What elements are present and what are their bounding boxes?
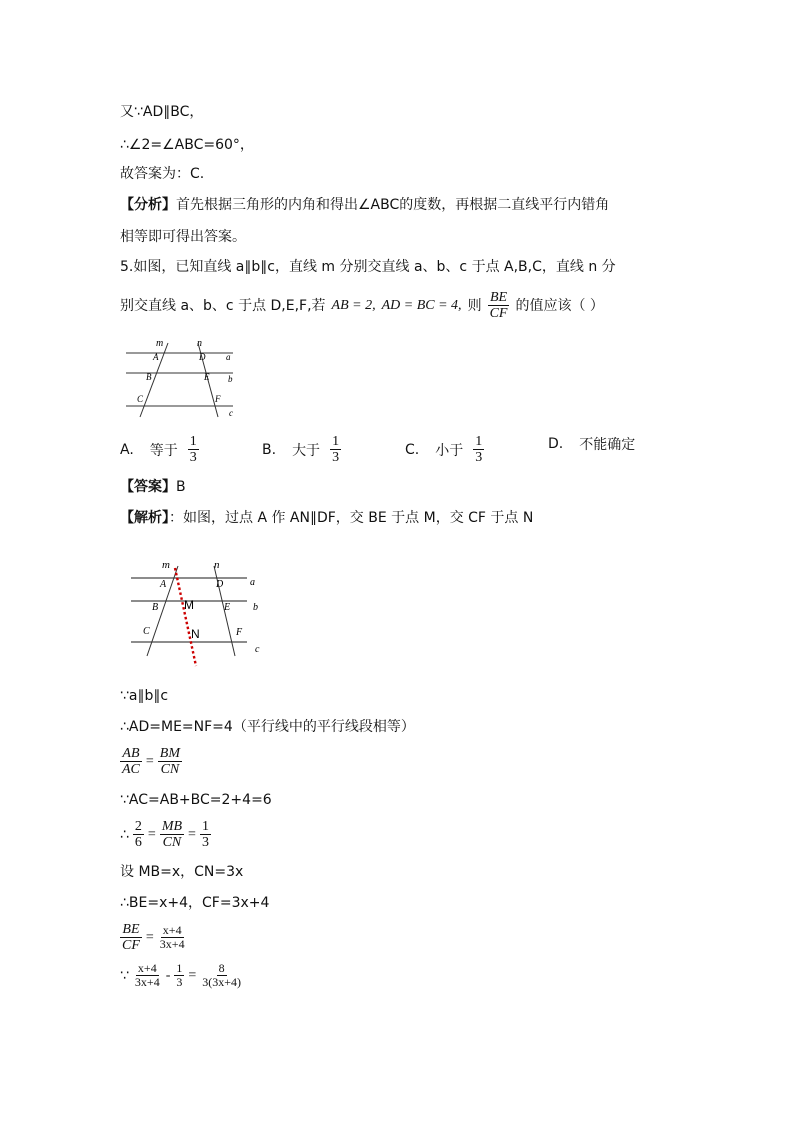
option-d-text: 不能确定 xyxy=(579,437,636,453)
q5-eq1: AB = 2, xyxy=(331,297,376,313)
q5-then: 则 xyxy=(467,297,482,314)
step9-frac-3 xyxy=(200,962,243,989)
option-b-letter: B. xyxy=(262,441,277,458)
option-c-den: 3 xyxy=(475,450,483,465)
step5-frac-2 xyxy=(160,819,184,850)
fig1-label-D: D xyxy=(199,352,206,362)
option-a-letter: A. xyxy=(120,441,134,458)
step9-frac-1 xyxy=(133,962,162,989)
option-a-fraction xyxy=(188,434,199,465)
option-c-num: 1 xyxy=(475,434,483,449)
step8-num1: BE xyxy=(122,922,140,937)
option-b[interactable] xyxy=(262,434,341,465)
step8-frac-2 xyxy=(158,924,187,951)
fig2-label-b: b xyxy=(253,602,258,613)
option-c-letter: C. xyxy=(405,441,420,458)
fig2-label-m: m xyxy=(162,559,170,571)
step-8 xyxy=(120,922,187,953)
fig1-label-F: F xyxy=(215,394,221,404)
analysis-tag: 【分析】 xyxy=(120,197,176,213)
step9-den3: 3(3x+4) xyxy=(202,975,242,989)
fig1-label-b: b xyxy=(228,374,233,384)
option-d-letter: D. xyxy=(548,436,564,452)
option-a-den: 3 xyxy=(189,450,197,465)
step9-num3: 8 xyxy=(218,961,225,975)
step-7: ∴BE=x+4，CF=3x+4 xyxy=(120,895,270,911)
question-5-line-2 xyxy=(120,290,604,321)
option-a-text: 等于 xyxy=(149,442,178,459)
step5-eq1: = xyxy=(147,826,156,842)
step9-den1: 3x+4 xyxy=(134,975,160,989)
solution-intro-line xyxy=(120,508,533,528)
step5-den1: 6 xyxy=(134,835,142,850)
step5-num1: 2 xyxy=(134,819,142,834)
step5-den3: 3 xyxy=(201,835,209,850)
solution-intro: ：如图，过点 A 作 AN∥DF，交 BE 于点 M，交 CF 于点 N xyxy=(169,510,534,526)
text-line-2: ∴∠2=∠ABC=60°， xyxy=(120,137,254,153)
step-6: 设 MB=x，CN=3x xyxy=(120,864,244,880)
step-1: ∵a∥b∥c xyxy=(120,688,169,704)
fig1-label-m: m xyxy=(156,338,164,349)
answer-tag: 【答案】 xyxy=(120,479,176,495)
step5-num2: MB xyxy=(161,819,183,834)
answer-line xyxy=(120,477,186,497)
option-d[interactable] xyxy=(548,434,635,454)
fig2-label-n: n xyxy=(214,559,220,571)
figure-2-auxiliary-line xyxy=(125,556,270,671)
step8-eq: = xyxy=(145,929,154,945)
step9-eq: = xyxy=(188,967,197,983)
step3-num1: AB xyxy=(122,746,140,761)
step3-frac-1 xyxy=(120,746,142,777)
option-a[interactable] xyxy=(120,434,199,465)
fig1-label-C: C xyxy=(137,394,144,404)
step9-num2: 1 xyxy=(176,961,183,975)
step-9 xyxy=(120,962,243,989)
fig2-label-M: M xyxy=(184,598,194,612)
solution-tag: 【解析】 xyxy=(120,510,169,526)
fig1-label-E: E xyxy=(204,372,210,382)
step5-den2: CN xyxy=(162,835,182,850)
fig1-label-a: a xyxy=(226,352,231,362)
fig1-label-B: B xyxy=(146,372,152,382)
step8-den1: CF xyxy=(122,938,140,953)
option-b-den: 3 xyxy=(332,450,340,465)
q5-fraction xyxy=(488,290,510,321)
text-line-1: 又∵AD∥BC， xyxy=(120,104,204,120)
step3-frac-2 xyxy=(158,746,182,777)
fig1-label-A: A xyxy=(153,352,159,362)
step-4: ∵AC=AB+BC=2+4=6 xyxy=(120,792,272,808)
option-b-fraction xyxy=(330,434,341,465)
q5-eq2: AD = BC = 4, xyxy=(381,297,462,313)
step5-therefore: ∴ xyxy=(120,826,129,843)
option-c-text: 小于 xyxy=(435,442,464,459)
step8-den2: 3x+4 xyxy=(159,937,185,951)
option-b-text: 大于 xyxy=(292,442,321,459)
step9-num1: x+4 xyxy=(137,961,157,975)
fig2-line-AN xyxy=(175,568,196,666)
step5-num3: 1 xyxy=(201,819,209,834)
step9-minus: - xyxy=(165,967,171,983)
analysis-line-2: 相等即可得出答案。 xyxy=(120,229,246,245)
answer-value: B xyxy=(176,479,186,495)
option-c[interactable] xyxy=(405,434,484,465)
step-2: ∴AD=ME=NF=4（平行线中的平行线段相等） xyxy=(120,719,415,735)
fig2-label-E: E xyxy=(224,602,231,613)
option-c-fraction xyxy=(473,434,484,465)
analysis-text: 首先根据三角形的内角和得出∠ABC的度数，再根据二直线平行内错角 xyxy=(176,197,610,213)
text-line-3: 故答案为：C. xyxy=(120,166,205,182)
q5-tail: 的值应该（ ） xyxy=(515,297,604,314)
fig2-label-C: C xyxy=(143,626,150,637)
step3-den2: CN xyxy=(160,762,180,777)
fig2-label-A: A xyxy=(160,579,167,590)
fig1-label-c: c xyxy=(229,408,233,418)
option-a-num: 1 xyxy=(189,434,197,449)
step8-frac-1 xyxy=(120,922,142,953)
fig2-label-D: D xyxy=(216,579,224,590)
q5-frac-den: CF xyxy=(489,306,508,321)
question-5-line-1: 5.如图，已知直线 a∥b∥c，直线 m 分别交直线 a、b、c 于点 A,B,C，直线 n 分 xyxy=(120,259,616,275)
fig1-label-n: n xyxy=(197,338,202,349)
q5-text: 别交直线 a、b、c 于点 D,E,F,若 xyxy=(120,297,326,314)
fig2-label-B: B xyxy=(152,602,159,613)
step9-den2: 3 xyxy=(176,975,183,989)
step5-frac-1 xyxy=(133,819,144,850)
fig2-label-F: F xyxy=(236,627,243,638)
figure-1-parallel-lines xyxy=(118,335,248,420)
analysis-line-1 xyxy=(120,195,609,215)
fig2-label-N: N xyxy=(191,627,200,641)
step8-num2: x+4 xyxy=(162,923,182,937)
q5-frac-num: BE xyxy=(489,290,508,305)
step5-eq2: = xyxy=(188,826,196,842)
step5-frac-3 xyxy=(200,819,211,850)
step3-den1: AC xyxy=(122,762,140,777)
step9-because: ∵ xyxy=(120,967,129,984)
step-3 xyxy=(120,746,182,777)
fig2-label-c: c xyxy=(255,644,260,655)
fig2-label-a: a xyxy=(250,577,255,588)
step3-num2: BM xyxy=(159,746,181,761)
step-5 xyxy=(120,819,211,850)
step9-frac-2 xyxy=(174,962,184,989)
option-b-num: 1 xyxy=(332,434,340,449)
step3-eq: = xyxy=(145,753,154,769)
